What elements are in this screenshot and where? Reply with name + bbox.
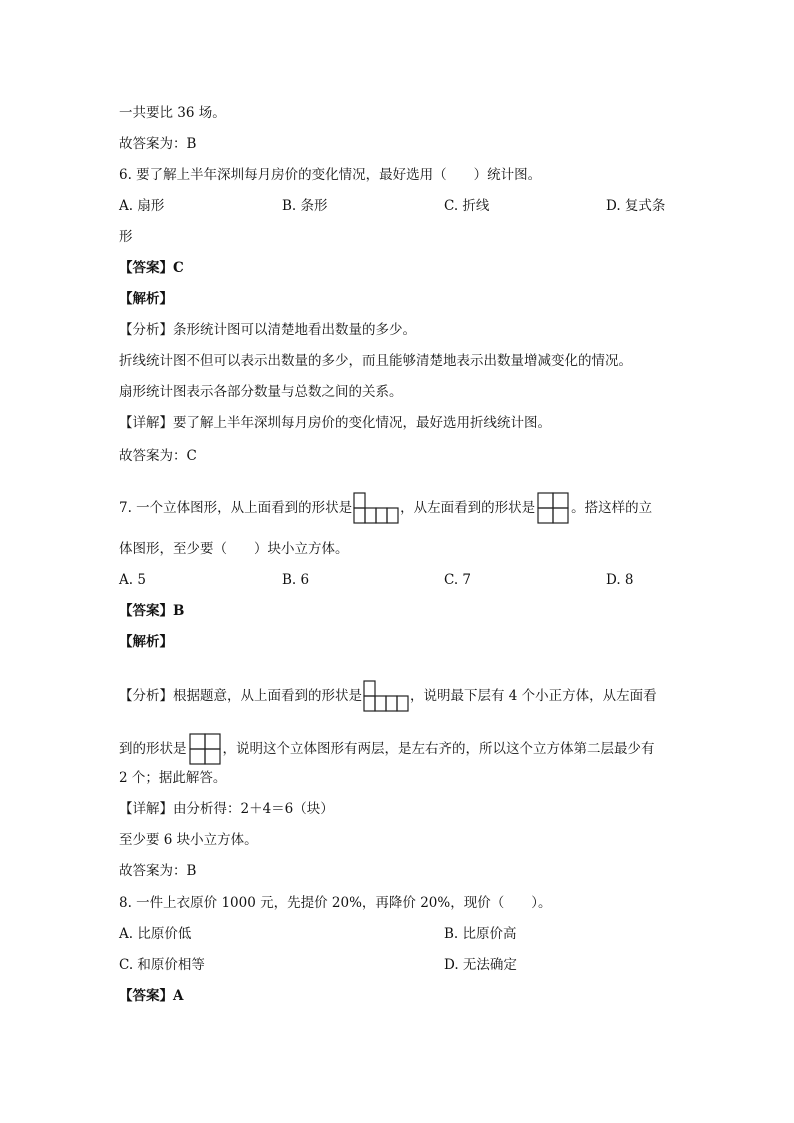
q8-option-a: A. 比原价低: [119, 926, 192, 942]
q7-option-a: A. 5: [119, 572, 146, 588]
q6-stem: 6. 要了解上半年深圳每月房价的变化情况，最好选用（ ）统计图。: [119, 167, 542, 183]
q6-analysis-4: 【详解】要了解上半年深圳每月房价的变化情况，最好选用折线统计图。: [119, 415, 551, 431]
top-view-figure-analysis: [363, 680, 409, 712]
q5-tail-line: 一共要比 36 场。: [119, 105, 226, 121]
q6-answer: 【答案】C: [119, 260, 184, 276]
q7-stem-line1: [119, 492, 652, 524]
q7-stem-part1: 7. 一个立体图形，从上面看到的形状是: [119, 500, 353, 516]
q7-analysis-title: 【解析】: [119, 634, 173, 650]
q7-analysis-part2: ，说明最下层有 4 个小正方体，从左面看: [410, 688, 657, 704]
q6-analysis-2: 折线统计图不但可以表示出数量的多少，而且能够清楚地表示出数量增减变化的情况。: [119, 353, 632, 369]
q7-option-c: C. 7: [444, 572, 472, 588]
q7-option-d: D. 8: [606, 572, 634, 588]
q7-stem-part3: 。搭这样的立: [571, 500, 653, 516]
q6-option-wrap: 形: [119, 229, 133, 245]
q7-detail-2: 至少要 6 块小立方体。: [119, 832, 258, 848]
q7-final-answer: 故答案为：B: [119, 863, 197, 879]
q6-analysis-1: 【分析】条形统计图可以清楚地看出数量的多少。: [119, 322, 416, 338]
q7-stem-part2: ，从左面看到的形状是: [400, 500, 536, 516]
q7-analysis-line2-part2: ，说明这个立体图形有两层，是左右齐的，所以这个立方体第二层最少有: [222, 741, 655, 757]
q8-option-c: C. 和原价相等: [119, 957, 205, 973]
left-view-figure: [536, 492, 570, 524]
top-view-figure: [353, 492, 399, 524]
q7-analysis-line1: [119, 680, 657, 712]
q8-option-d: D. 无法确定: [444, 957, 517, 973]
q7-answer: 【答案】B: [119, 603, 185, 619]
q7-detail: 【详解】由分析得：2＋4＝6（块）: [119, 801, 334, 817]
q6-option-b: B. 条形: [282, 198, 328, 214]
q6-analysis-title: 【解析】: [119, 291, 173, 307]
left-view-figure-analysis: [188, 733, 222, 765]
q7-stem-line2: 体图形，至少要（ ）块小立方体。: [119, 541, 349, 557]
q7-analysis-line2: [119, 733, 655, 765]
q8-option-b: B. 比原价高: [444, 926, 517, 942]
q8-answer: 【答案】A: [119, 988, 184, 1004]
q6-option-d: D. 复式条: [606, 198, 666, 214]
q6-analysis-3: 扇形统计图表示各部分数量与总数之间的关系。: [119, 384, 403, 400]
q5-final-answer: 故答案为：B: [119, 136, 197, 152]
q7-analysis-line3: 2 个；据此解答。: [119, 770, 227, 786]
q8-stem: 8. 一件上衣原价 1000 元，先提价 20%，再降价 20%，现价（ ）。: [119, 895, 552, 911]
q7-option-b: B. 6: [282, 572, 310, 588]
q6-final-answer: 故答案为：C: [119, 448, 197, 464]
q6-option-c: C. 折线: [444, 198, 490, 214]
q7-analysis-line2-part1: 到的形状是: [119, 741, 187, 757]
q7-analysis-part1: 【分析】根据题意，从上面看到的形状是: [119, 688, 362, 704]
q6-option-a: A. 扇形: [119, 198, 165, 214]
